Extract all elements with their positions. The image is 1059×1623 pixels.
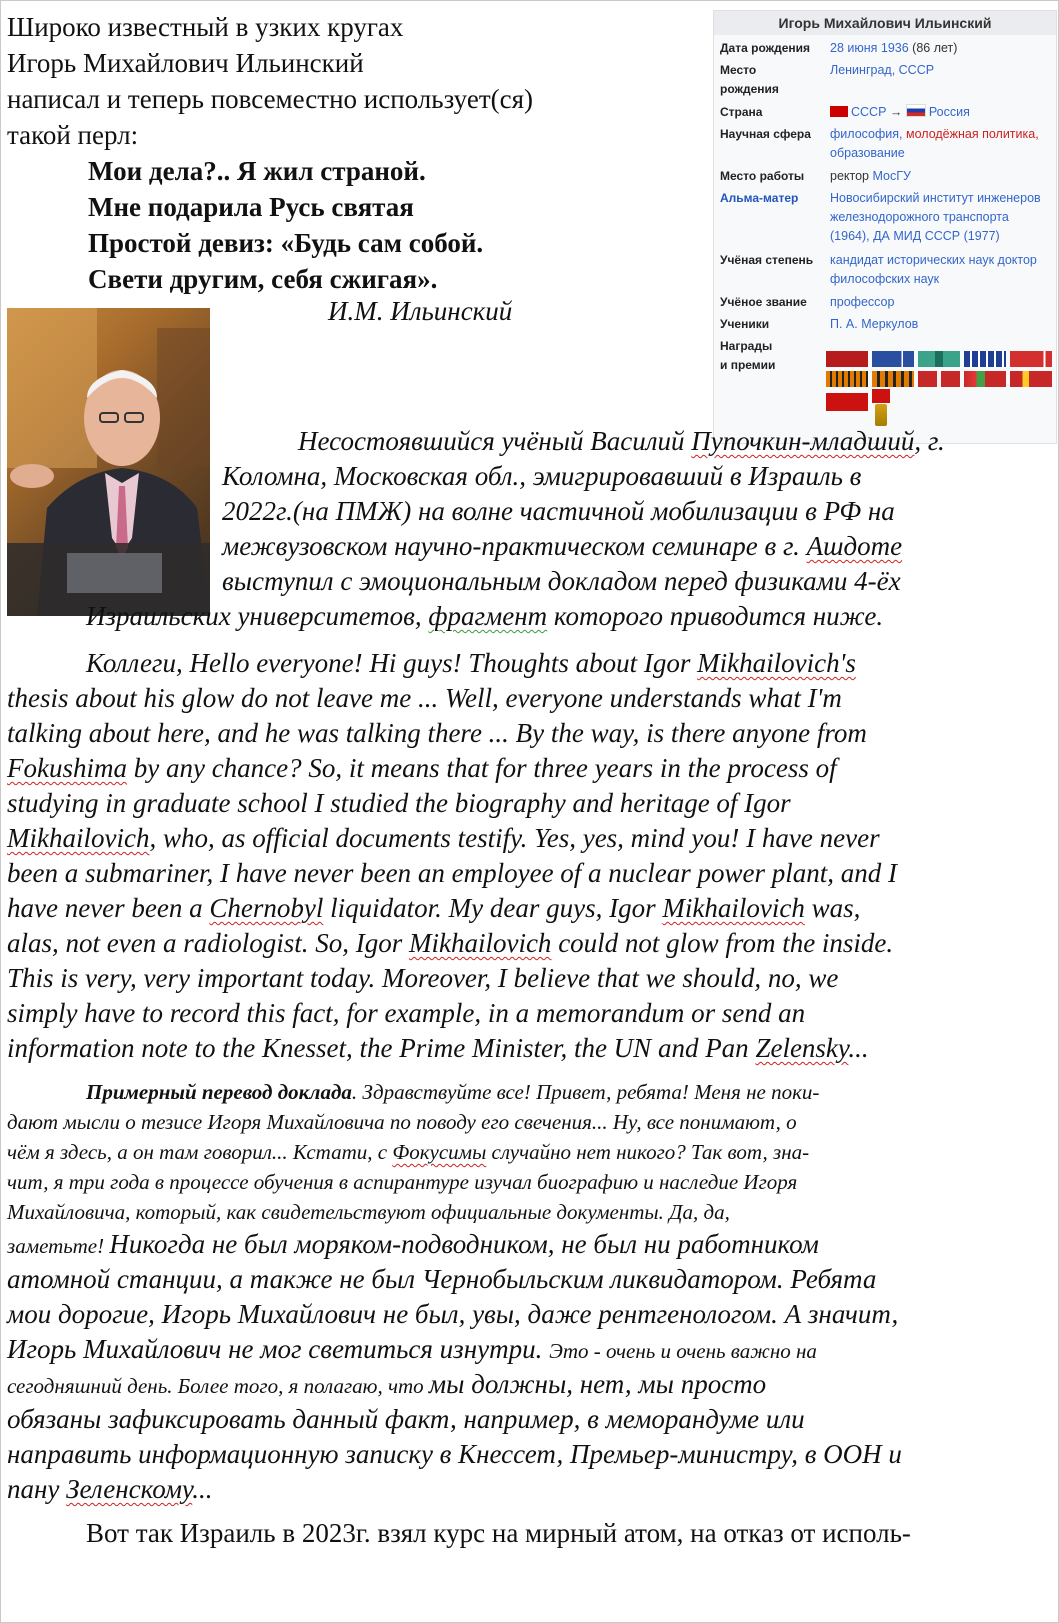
intro-line-3: написал и теперь повсеместно использует(ся)	[7, 84, 533, 114]
academic-title-link[interactable]: профессор	[830, 295, 895, 309]
award-ribbon[interactable]	[872, 371, 914, 387]
infobox-title: Игорь Михайлович Ильинский	[714, 11, 1056, 35]
award-ribbon[interactable]	[918, 351, 960, 367]
portrait-photo	[7, 308, 210, 616]
students-label: Ученики	[720, 317, 770, 331]
work-position: ректор	[830, 169, 870, 183]
award-ribbon[interactable]	[918, 371, 960, 387]
arrow-icon: →	[889, 105, 903, 119]
award-ribbon[interactable]	[1010, 371, 1052, 387]
translation-line-11: обязаны зафиксировать данный факт, например, в меморандуме или	[7, 1404, 805, 1434]
academic-title-label: Учёное звание	[720, 295, 807, 309]
degree-label: Учёная степень	[720, 253, 814, 267]
signature: И.М. Ильинский	[328, 296, 513, 326]
award-ribbon[interactable]	[826, 371, 868, 387]
en-line-8: have never been a Chernobyl liquidator. My dear guys, Igor Mikhailovich was,	[7, 893, 861, 923]
country-to-link[interactable]: Россия	[928, 105, 970, 119]
award-ribbon[interactable]	[964, 371, 1006, 387]
translation-line-8: мои дорогие, Игорь Михайлович не был, увы, даже рентгенологом. А значит,	[7, 1299, 899, 1329]
ru-para-line-6: Израильских университетов, фрагмент которого приводится ниже.	[86, 601, 884, 631]
translation-line-10: сегодняшний день. Более того, я полагаю, что мы должны, нет, мы просто	[7, 1369, 767, 1399]
award-ribbon[interactable]	[826, 393, 868, 411]
intro-line-2: Игорь Михайлович Ильинский	[7, 48, 364, 78]
ru-para-line-3: 2022г.(на ПМЖ) на волне частичной мобилизации в РФ на	[222, 496, 895, 526]
en-line-5: studying in graduate school I studied the biography and heritage of Igor	[7, 788, 791, 818]
birth-date-age: (86 лет)	[912, 41, 958, 55]
field-value	[830, 125, 1052, 163]
work-link[interactable]: МосГУ	[872, 169, 911, 183]
translation-line-5: Михайловича, который, как свидетельствуют официальные документы. Да, да,	[7, 1200, 730, 1224]
ru-para-line-5: выступил с эмоциональным докладом перед физиками 4-ёх	[222, 566, 901, 596]
en-line-2: thesis about his glow do not leave me ... Well, everyone understands what I'm	[7, 683, 842, 713]
alma-mater-label[interactable]: Альма-матер	[720, 191, 799, 205]
birth-date-link[interactable]: 28 июня 1936	[830, 41, 909, 55]
gold-star-medal-icon	[875, 404, 887, 426]
ru-para-line-2: Коломна, Московская обл., эмигрировавший в Израиль в	[222, 461, 862, 491]
verse-line-1: Мои дела?.. Я жил страной.	[88, 156, 426, 186]
award-ribbon[interactable]	[1010, 351, 1052, 367]
birth-date-label: Дата рождения	[720, 41, 811, 55]
ru-para-line-4: межвузовском научно-практическом семинаре в г. Ашдоте	[222, 531, 903, 561]
translation-line-4: чит, я три года в процессе обучения в аспирантуре изучал биографию и наследие Игоря	[7, 1170, 798, 1194]
translation-line-2: дают мысли о тезисе Игоря Михайловича по поводу его свечения... Ну, все понимают, о	[7, 1110, 797, 1134]
ru-para-line-1: Несостоявшийся учёный Василий Пупочкин-младший, г.	[298, 426, 945, 456]
verse-line-4: Свети другим, себя сжигая».	[88, 264, 438, 294]
work-label: Место работы	[720, 169, 805, 183]
birth-place-link[interactable]: Ленинград, СССР	[830, 63, 935, 77]
translation-line-3: чём я здесь, а он там говорил... Кстати, с Фокусимы случайно нет никого? Так вот, зна-	[7, 1140, 810, 1164]
russia-flag-icon	[906, 104, 926, 117]
en-line-12: information note to the Knesset, the Prime Minister, the UN and Pan Zelensky...	[7, 1033, 869, 1063]
en-line-1: Коллеги, Hello everyone! Hi guys! Thoughts about Igor Mikhailovich's	[86, 648, 856, 678]
country-label: Страна	[720, 105, 763, 119]
translation-line-7: атомной станции, а также не был Чернобыльским ликвидатором. Ребята	[7, 1264, 877, 1294]
birth-date-value	[830, 39, 1052, 58]
award-ribbon[interactable]	[826, 351, 868, 367]
work-value	[830, 167, 1052, 186]
intro-line-4: такой перл:	[7, 120, 139, 150]
alma-mater-value[interactable]: Новосибирский институт инженеров железнодорожного транспорта (1964), ДА МИД СССР (1977)	[830, 191, 1041, 243]
ussr-flag-icon	[830, 106, 848, 117]
country-from-link[interactable]: СССР	[851, 105, 887, 119]
en-line-4: Fokushima by any chance? So, it means that for three years in the process of	[7, 753, 837, 783]
degree-value[interactable]: кандидат исторических наук доктор философских наук	[830, 253, 1037, 286]
award-ribbon[interactable]	[964, 351, 1006, 367]
field-link-philosophy[interactable]: философия,	[830, 127, 903, 141]
field-link-youth-policy[interactable]: молодёжная политика,	[906, 127, 1039, 141]
en-line-6: Mikhailovich, who, as official documents testify. Yes, yes, mind you! I have never	[7, 823, 880, 853]
translation-line-6: заметьте! Никогда не был моряком-подводником, не был ни работником	[7, 1229, 819, 1259]
verse-line-2: Мне подарила Русь святая	[88, 192, 414, 222]
translation-line-13: пану Зеленскому...	[7, 1474, 213, 1504]
en-line-7: been a submariner, I have never been an employee of a nuclear power plant, and I	[7, 858, 898, 888]
award-ribbon[interactable]	[872, 351, 914, 367]
en-line-9: alas, not even a radiologist. So, Igor Mikhailovich could not glow from the inside.	[7, 928, 894, 958]
translation-line-1: Примерный перевод доклада. Здравствуйте все! Привет, ребята! Меня не поки-	[86, 1080, 820, 1104]
field-link-education[interactable]: образование	[830, 146, 905, 160]
intro-line-1: Широко известный в узких кругах	[7, 12, 404, 42]
awards-label: Награды и премии	[720, 339, 776, 372]
birth-place-label: Место рождения	[720, 63, 779, 96]
verse-line-3: Простой девиз: «Будь сам собой.	[88, 228, 484, 258]
country-value	[830, 103, 1052, 122]
en-line-11: simply have to record this fact, for example, in a memorandum or send an	[7, 998, 806, 1028]
en-line-10: This is very, very important today. Moreover, I believe that we should, no, we	[7, 963, 839, 993]
translation-line-12: направить информационную записку в Кнессет, Премьер-министру, в ООН и	[7, 1439, 902, 1469]
closing-line: Вот так Израиль в 2023г. взял курс на мирный атом, на отказ от исполь-	[86, 1518, 911, 1548]
en-line-3: talking about here, and he was talking there ... By the way, is there anyone from	[7, 718, 867, 748]
wiki-infobox	[713, 10, 1057, 444]
award-ribbon[interactable]	[872, 389, 890, 403]
translation-line-9: Игорь Михайлович не мог светиться изнутри. Это - очень и очень важно на	[7, 1334, 817, 1364]
students-link[interactable]: П. А. Меркулов	[830, 317, 919, 331]
field-label: Научная сфера	[720, 127, 811, 141]
